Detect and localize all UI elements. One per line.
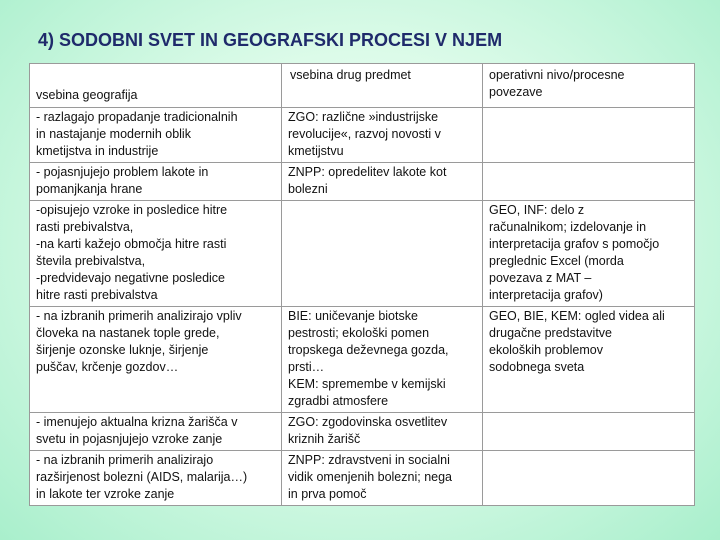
cell-geografija	[30, 307, 282, 413]
header-vsebina-drug-predmet	[282, 64, 483, 108]
cell-text-line: tropskega deževnega gozda,	[288, 343, 449, 357]
cell-text-line: pomanjkanja hrane	[36, 182, 143, 196]
cell-text-line: bolezni	[288, 182, 328, 196]
cell-text-line: ZNPP: zdravstveni in socialni	[288, 453, 450, 467]
cell-text-line: -predvidevajo negativne posledice	[36, 271, 226, 285]
table-row	[30, 163, 695, 201]
cell-geografija	[30, 413, 282, 451]
cell-text-line: - na izbranih primerih analizirajo vpliv	[36, 309, 242, 323]
cell-text-line: -na karti kažejo območja hitre rasti	[36, 237, 227, 251]
cell-drug-predmet	[282, 201, 483, 307]
cell-text-line: interpretacija grafov s pomočjo	[489, 237, 660, 251]
cell-geografija	[30, 451, 282, 506]
cell-text-line: KEM: spremembe v kemijski	[288, 377, 446, 391]
cell-drug-predmet	[282, 413, 483, 451]
cell-geografija	[30, 201, 282, 307]
cell-text-line: rasti prebivalstva,	[36, 220, 134, 234]
cell-text-line: - na izbranih primerih analizirajo	[36, 453, 214, 467]
cell-drug-predmet	[282, 108, 483, 163]
cell-text-line: - pojasnjujejo problem lakote in	[36, 165, 209, 179]
cell-text-line: vidik omenjenih bolezni; nega	[288, 470, 452, 484]
cell-text-line: GEO, BIE, KEM: ogled videa ali	[489, 309, 665, 323]
slide-title: 4) SODOBNI SVET IN GEOGRAFSKI PROCESI V NJEM	[38, 30, 503, 50]
header-text-line: povezave	[489, 85, 543, 99]
cell-text-line: interpretacija grafov)	[489, 288, 603, 302]
cell-text-line: povezava z MAT –	[489, 271, 592, 285]
cell-text-line: puščav, krčenje gozdov…	[36, 360, 179, 374]
table-row	[30, 413, 695, 451]
cell-text-line: svetu in pojasnjujejo vzroke zanje	[36, 432, 223, 446]
table-row	[30, 451, 695, 506]
cell-text-line: števila prebivalstva,	[36, 254, 146, 268]
cell-text-line: revolucije«, razvoj novosti v	[288, 127, 441, 141]
table-row	[30, 307, 695, 413]
cell-text-line: kriznih žarišč	[288, 432, 361, 446]
cell-procesne-povezave	[483, 201, 695, 307]
curriculum-table	[29, 63, 695, 506]
cell-text-line: razširjenost bolezni (AIDS, malarija…)	[36, 470, 248, 484]
cell-text-line: ZNPP: opredelitev lakote kot	[288, 165, 447, 179]
cell-text-line: kmetijstvu	[288, 144, 344, 158]
cell-text-line: BIE: uničevanje biotske	[288, 309, 418, 323]
cell-text-line: pestrosti; ekološki pomen	[288, 326, 430, 340]
cell-drug-predmet	[282, 307, 483, 413]
cell-geografija	[30, 108, 282, 163]
cell-text-line: hitre rasti prebivalstva	[36, 288, 158, 302]
cell-text-line: človeka na nastanek tople grede,	[36, 326, 220, 340]
table-header-row	[30, 64, 695, 108]
cell-procesne-povezave	[483, 108, 695, 163]
header-operativni-nivo	[483, 64, 695, 108]
cell-text-line: sodobnega sveta	[489, 360, 585, 374]
cell-procesne-povezave	[483, 451, 695, 506]
header-text-line: operativni nivo/procesne	[489, 68, 625, 82]
header-vsebina-geografija	[30, 64, 282, 108]
cell-text-line: in prva pomoč	[288, 487, 367, 501]
cell-geografija	[30, 163, 282, 201]
cell-drug-predmet	[282, 451, 483, 506]
cell-text-line: ZGO: različne »industrijske	[288, 110, 439, 124]
header-text-line: vsebina drug predmet	[290, 68, 411, 82]
header-text-line: vsebina geografija	[36, 88, 138, 102]
cell-procesne-povezave	[483, 307, 695, 413]
cell-text-line: ekoloških problemov	[489, 343, 603, 357]
table-row	[30, 108, 695, 163]
cell-text-line: GEO, INF: delo z	[489, 203, 585, 217]
cell-text-line: ZGO: zgodovinska osvetlitev	[288, 415, 448, 429]
cell-text-line: širjenje ozonske luknje, širjenje	[36, 343, 209, 357]
cell-text-line: -opisujejo vzroke in posledice hitre	[36, 203, 228, 217]
cell-text-line: - razlagajo propadanje tradicionalnih	[36, 110, 238, 124]
cell-procesne-povezave	[483, 163, 695, 201]
cell-text-line: drugačne predstavitve	[489, 326, 612, 340]
table-row	[30, 201, 695, 307]
cell-text-line: in nastajanje modernih oblik	[36, 127, 191, 141]
cell-text-line: računalnikom; izdelovanje in	[489, 220, 647, 234]
cell-text-line: preglednic Excel (morda	[489, 254, 624, 268]
cell-text-line: prsti…	[288, 360, 325, 374]
cell-text-line: zgradbi atmosfere	[288, 394, 389, 408]
cell-drug-predmet	[282, 163, 483, 201]
cell-text-line: in lakote ter vzroke zanje	[36, 487, 175, 501]
cell-procesne-povezave	[483, 413, 695, 451]
cell-text-line: - imenujejo aktualna krizna žarišča v	[36, 415, 238, 429]
cell-text-line: kmetijstva in industrije	[36, 144, 159, 158]
